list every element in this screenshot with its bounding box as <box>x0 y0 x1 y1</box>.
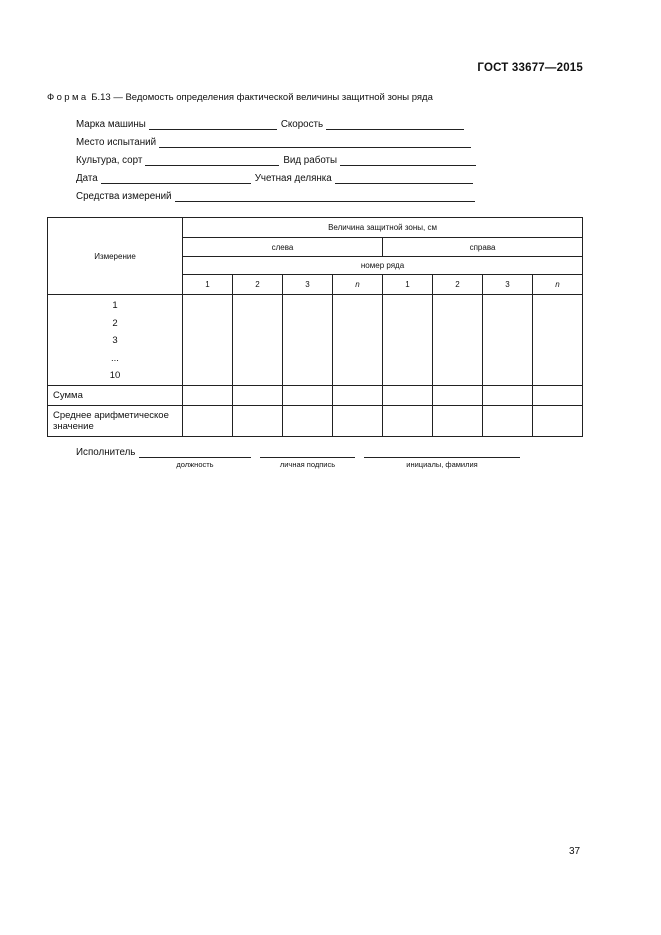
crop-variety-blank[interactable] <box>145 156 279 166</box>
measurement-number: ... <box>111 352 119 364</box>
mean-cell[interactable] <box>433 405 483 436</box>
sum-cell[interactable] <box>433 385 483 405</box>
sum-cell[interactable] <box>483 385 533 405</box>
field-line-instruments <box>76 191 479 202</box>
data-cell[interactable] <box>283 295 333 386</box>
mean-cell[interactable] <box>283 405 333 436</box>
left-header: слева <box>183 238 383 257</box>
form-title <box>47 92 433 103</box>
field-line-test-place <box>76 137 475 148</box>
executor-label: Исполнитель <box>76 447 136 458</box>
position-blank[interactable] <box>139 457 251 458</box>
measurement-number: 10 <box>109 370 121 381</box>
work-type-blank[interactable] <box>340 156 476 166</box>
left-col-3: 3 <box>283 275 333 295</box>
field-line-machine-speed <box>76 119 468 130</box>
data-cell[interactable] <box>433 295 483 386</box>
field-line-crop-work <box>76 155 480 166</box>
position-caption: должность <box>176 460 214 469</box>
signature-blank[interactable] <box>260 457 355 458</box>
data-cell[interactable] <box>483 295 533 386</box>
sum-cell[interactable] <box>233 385 283 405</box>
sum-label: Сумма <box>48 385 183 405</box>
mean-cell[interactable] <box>483 405 533 436</box>
initials-caption: инициалы, фамилия <box>406 460 478 469</box>
date-label: Дата <box>76 173 98 184</box>
speed-blank[interactable] <box>326 120 464 130</box>
form-word: Форма <box>47 92 89 103</box>
left-col-2: 2 <box>233 275 283 295</box>
test-place-label: Место испытаний <box>76 137 157 148</box>
sum-cell[interactable] <box>183 385 233 405</box>
page-number: 37 <box>569 846 581 857</box>
instruments-blank[interactable] <box>175 192 475 202</box>
form-title-text: Б.13 — Ведомость определения фактической величины защитной зоны ряда <box>88 92 433 103</box>
plot-label: Учетная делянка <box>254 173 332 184</box>
measurement-number: 1 <box>112 300 118 311</box>
measurement-number: 2 <box>112 317 118 329</box>
right-col-3: 3 <box>483 275 533 295</box>
data-cell[interactable] <box>233 295 283 386</box>
speed-label: Скорость <box>280 119 324 130</box>
initials-blank[interactable] <box>364 457 520 458</box>
measurement-header: Измерение <box>48 218 183 295</box>
work-type-label: Вид работы <box>283 155 338 166</box>
mean-cell[interactable] <box>333 405 383 436</box>
instruments-label: Средства измерений <box>76 191 172 202</box>
left-col-1: 1 <box>183 275 233 295</box>
data-cell[interactable] <box>533 295 583 386</box>
right-col-1: 1 <box>383 275 433 295</box>
mean-cell[interactable] <box>183 405 233 436</box>
mean-cell[interactable] <box>383 405 433 436</box>
sum-cell[interactable] <box>283 385 333 405</box>
machine-brand-label: Марка машины <box>76 119 146 130</box>
mean-cell[interactable] <box>233 405 283 436</box>
plot-blank[interactable] <box>335 174 473 184</box>
crop-variety-label: Культура, сорт <box>76 155 143 166</box>
measurement-table <box>47 217 583 437</box>
sum-cell[interactable] <box>533 385 583 405</box>
date-blank[interactable] <box>101 174 251 184</box>
measurement-number: 3 <box>112 335 118 346</box>
mean-label: Среднее арифметическое значение <box>48 405 183 436</box>
right-header: справа <box>383 238 583 257</box>
sum-cell[interactable] <box>383 385 433 405</box>
right-col-n: n <box>533 275 583 295</box>
mean-cell[interactable] <box>533 405 583 436</box>
field-line-date-plot <box>76 173 477 184</box>
document-code: ГОСТ 33677—2015 <box>477 62 583 74</box>
test-place-blank[interactable] <box>159 138 471 148</box>
machine-brand-blank[interactable] <box>149 120 277 130</box>
data-cell[interactable] <box>333 295 383 386</box>
data-cell[interactable] <box>183 295 233 386</box>
sum-cell[interactable] <box>333 385 383 405</box>
zone-header: Величина защитной зоны, см <box>183 218 583 238</box>
measurement-numbers <box>48 295 183 386</box>
row-number-header: номер ряда <box>183 257 583 275</box>
left-col-n: n <box>333 275 383 295</box>
right-col-2: 2 <box>433 275 483 295</box>
signature-caption: личная подпись <box>279 460 336 469</box>
data-cell[interactable] <box>383 295 433 386</box>
